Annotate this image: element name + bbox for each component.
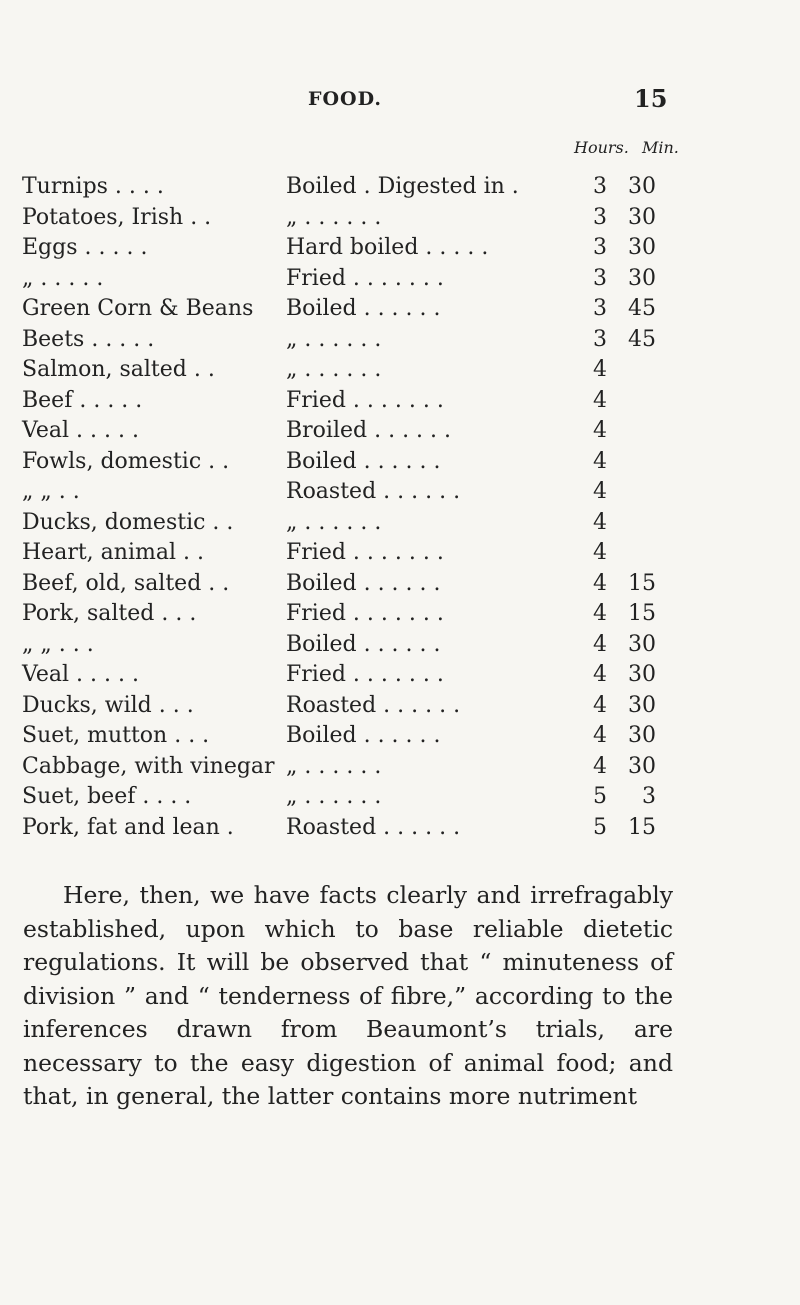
preparation-method: Roasted . . . . . . xyxy=(286,814,461,840)
food-name: Cabbage, with vinegar xyxy=(22,753,275,779)
table-row xyxy=(0,416,800,447)
body-paragraph xyxy=(23,879,673,1114)
units-header xyxy=(574,138,682,157)
food-name: Potatoes, Irish . . xyxy=(22,204,212,230)
food-name: Heart, animal . . xyxy=(22,540,204,565)
food-name: Pork, fat and lean . xyxy=(22,814,234,840)
preparation-method: Boiled . . . . . . xyxy=(286,448,441,474)
hours-value: 4 xyxy=(593,540,607,565)
preparation-method: Roasted . . . . . . xyxy=(286,479,461,504)
minutes-value: 30 xyxy=(628,723,656,748)
table-row xyxy=(0,477,800,508)
preparation-method: „ . . . . . . xyxy=(286,509,382,535)
table-row xyxy=(0,233,800,264)
preparation-method: „ . . . . . . xyxy=(286,753,382,779)
preparation-method: Boiled . Digested in . xyxy=(286,174,519,199)
preparation-method: Broiled . . . . . . xyxy=(286,418,452,443)
table-row xyxy=(0,264,800,295)
hours-value: 4 xyxy=(593,692,607,718)
preparation-method: Boiled . . . . . . xyxy=(286,631,441,657)
table-row xyxy=(0,355,800,386)
hours-value: 4 xyxy=(593,570,607,596)
hours-value: 3 xyxy=(593,296,607,321)
preparation-method: „ . . . . . . xyxy=(286,326,382,352)
table-row xyxy=(0,660,800,691)
minutes-value: 15 xyxy=(628,601,656,626)
hours-value: 3 xyxy=(593,204,607,230)
preparation-method: Boiled . . . . . . xyxy=(286,723,441,748)
table-row xyxy=(0,569,800,600)
minutes-value: 30 xyxy=(628,631,656,657)
preparation-method: Fried . . . . . . . xyxy=(286,601,444,626)
preparation-method: „ . . . . . . xyxy=(286,204,382,230)
hours-value: 4 xyxy=(593,753,607,779)
food-name: „ „ . . xyxy=(22,479,80,504)
hours-value: 3 xyxy=(593,174,607,199)
minutes-value: 30 xyxy=(628,265,656,291)
preparation-method: Roasted . . . . . . xyxy=(286,692,461,718)
preparation-method: Fried . . . . . . . xyxy=(286,265,444,291)
minutes-value: 45 xyxy=(628,326,656,352)
minutes-column-header: Min. xyxy=(642,138,679,157)
food-name: Veal . . . . . xyxy=(22,418,139,443)
hours-value: 3 xyxy=(593,235,607,260)
food-name: Salmon, salted . . xyxy=(22,357,215,382)
table-row xyxy=(0,813,800,844)
table-row xyxy=(0,508,800,539)
food-name: Beets . . . . . xyxy=(22,326,155,352)
table-row xyxy=(0,325,800,356)
food-name: Veal . . . . . xyxy=(22,662,139,687)
hours-value: 3 xyxy=(593,265,607,291)
food-name: Ducks, wild . . . xyxy=(22,692,194,718)
food-name: „ . . . . . xyxy=(22,265,104,291)
preparation-method: Boiled . . . . . . xyxy=(286,570,441,596)
food-name: Ducks, domestic . . xyxy=(22,509,234,535)
hours-value: 4 xyxy=(593,448,607,474)
table-row xyxy=(0,447,800,478)
table-row xyxy=(0,691,800,722)
food-name: Beef . . . . . xyxy=(22,387,143,413)
minutes-value: 30 xyxy=(628,174,656,199)
food-name: Suet, mutton . . . xyxy=(22,723,210,748)
preparation-method: Fried . . . . . . . xyxy=(286,662,444,687)
paragraph-text: Here, then, we have facts clearly and irrefragably established, upon which to base reliable dietetic regulations. It will be observed that “ minuteness of division ” and “ tenderness of fibre,” according to the inferences drawn from Beaumont’s trials, are necessary to the easy digestion of animal food; and that, in general, the latter contains more nutriment xyxy=(23,881,673,1110)
preparation-method: Fried . . . . . . . xyxy=(286,387,444,413)
minutes-value: 15 xyxy=(628,814,656,840)
hours-value: 3 xyxy=(593,326,607,352)
minutes-value: 30 xyxy=(628,692,656,718)
table-row xyxy=(0,752,800,783)
hours-value: 4 xyxy=(593,357,607,382)
preparation-method: „ . . . . . . xyxy=(286,784,382,809)
minutes-value: 45 xyxy=(628,296,656,321)
food-name: Beef, old, salted . . xyxy=(22,570,230,596)
food-name: Pork, salted . . . xyxy=(22,601,197,626)
minutes-value: 3 xyxy=(642,784,656,809)
table-row xyxy=(0,386,800,417)
food-name: Suet, beef . . . . xyxy=(22,784,192,809)
food-name: Eggs . . . . . xyxy=(22,235,148,260)
running-title: FOOD. xyxy=(308,88,383,110)
preparation-method: Fried . . . . . . . xyxy=(286,540,444,565)
food-name: Turnips . . . . xyxy=(22,174,164,199)
table-row xyxy=(0,630,800,661)
hours-value: 4 xyxy=(593,418,607,443)
hours-value: 5 xyxy=(593,814,607,840)
hours-value: 4 xyxy=(593,387,607,413)
food-name: „ „ . . . xyxy=(22,631,94,657)
hours-value: 4 xyxy=(593,509,607,535)
hours-value: 4 xyxy=(593,601,607,626)
preparation-method: Boiled . . . . . . xyxy=(286,296,441,321)
hours-value: 5 xyxy=(593,784,607,809)
hours-column-header: Hours. xyxy=(574,138,629,157)
hours-value: 4 xyxy=(593,479,607,504)
preparation-method: Hard boiled . . . . . xyxy=(286,235,489,260)
running-head xyxy=(0,84,800,118)
food-name: Green Corn & Beans xyxy=(22,296,254,321)
hours-value: 4 xyxy=(593,662,607,687)
page-number: 15 xyxy=(634,84,668,113)
hours-value: 4 xyxy=(593,723,607,748)
table-row xyxy=(0,538,800,569)
food-name: Fowls, domestic . . xyxy=(22,448,230,474)
minutes-value: 30 xyxy=(628,235,656,260)
table-row xyxy=(0,599,800,630)
hours-value: 4 xyxy=(593,631,607,657)
table-row xyxy=(0,782,800,813)
minutes-value: 30 xyxy=(628,662,656,687)
minutes-value: 15 xyxy=(628,570,656,596)
preparation-method: „ . . . . . . xyxy=(286,357,382,382)
table-row xyxy=(0,294,800,325)
minutes-value: 30 xyxy=(628,204,656,230)
table-row xyxy=(0,172,800,203)
digestion-table xyxy=(0,172,800,843)
table-row xyxy=(0,721,800,752)
minutes-value: 30 xyxy=(628,753,656,779)
table-row xyxy=(0,203,800,234)
